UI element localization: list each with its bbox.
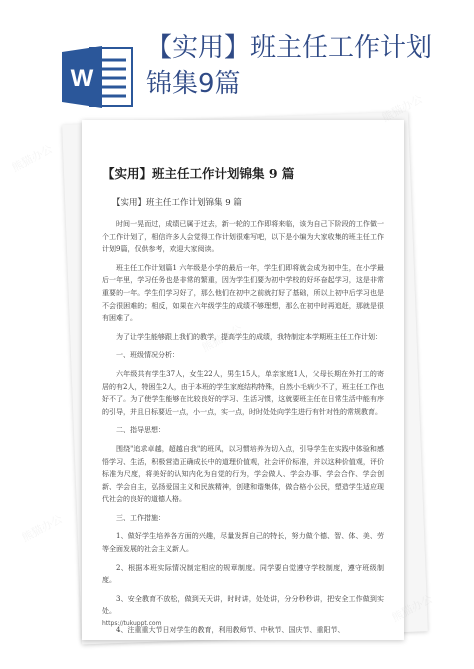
list-item: 1、做好学生培养各方面的兴趣，尽量发挥自己的特长，努力做个德、智、体、美、劳等全面发展的社会主义新人。 — [102, 532, 384, 554]
section-heading: 三、工作措施： — [116, 513, 165, 522]
paragraph: 六年级共有学生37人，女生22人，男生15人，单亲家庭1人，父母长期在外打工的寄居的有2人，特困生2人，由于本班的学生家庭结构特殊，自然小毛病少不了，班主任工作也好不了。为了使学生能够在比较良好的学习、生活习惯，这就要班主任在日常生活中能有序的引导，并且日标要近一点，小一点，实一点，时时处处向学生进行有针对性的常规教育。 — [102, 369, 384, 416]
document-title: 【实用】班主任工作计划锦集 9 篇 — [102, 166, 295, 181]
header — [0, 0, 474, 120]
footer-url: https://tukuppt.com — [102, 620, 162, 627]
word-document-icon — [62, 44, 134, 110]
document-body — [102, 164, 384, 640]
paragraph: 围绕"追求卓越，超越自我"的班风，以习惯培养为切入点，引导学生在实践中体验和感悟学习、生活，积极营造正确成长中的道理价值观，社会评价标准，并以这种价值观，评价标准为尺度，将美好的认知内化为自觉的行为，学会做人、学会办事、学会合作、学会创新、学会自主，弘扬爱国主义和民族精神，创建和谐集体，做合格小公民，塑造学生适应现代社会的良好的道德人格。 — [102, 444, 384, 504]
list-item: 3、安全教育不放松，做到天天讲，时时讲，处处讲，分分秒秒讲，把安全工作做到实处。 — [102, 594, 384, 616]
list-item: 2、根据本班实际情况制定相应的规章制度。同学要自觉遵守学校制度，遵守班级制度。 — [102, 563, 384, 585]
paragraph: 时间一晃而过，成绩已属于过去，新一轮的工作即将来临，该为自己下阶段的工作做一个工作计划了，相信许多人会觉得工作计划很难写吧，以下是小编为大家收集的班主任工作计划9篇，仅供参考，欢迎大家阅读。 — [102, 220, 384, 254]
document-preview — [82, 120, 404, 640]
section-heading: 二、指导思想： — [116, 426, 165, 435]
word-icon-letter: W — [70, 65, 94, 92]
watermark: 熊猫办公 — [19, 512, 65, 545]
watermark: 熊猫办公 — [9, 142, 55, 175]
paragraph: 为了让学生能够跟上我们的教学，提高学生的成绩，我特制定本学期班主任工作计划： — [116, 332, 382, 341]
list-item: 4、注重重大节日对学生的教育，利用教师节、中秋节、国庆节、重阳节、 — [116, 626, 345, 635]
paragraph: 班主任工作计划篇1 六年级是小学的最后一年，学生们即将就会成为初中生，在小学最后一年里，学习任务也是非常的繁重，因为学生们要为初中学校的好坏奋起学习，这是非常重要的一年。学生们学习好了，那么他们在初中之前就打好了基础，所以上初中后学习也是不会很困难的；相反，如果在六年级学生的成绩不够理想，那么在初中时再追赶，那就是很有困难了。 — [102, 263, 384, 323]
section-heading: 一、班级情况分析： — [116, 351, 179, 360]
page-title: 【实用】班主任工作计划锦集9篇 — [146, 33, 433, 99]
document-subtitle: 【实用】班主任工作计划锦集 9 篇 — [112, 198, 242, 208]
